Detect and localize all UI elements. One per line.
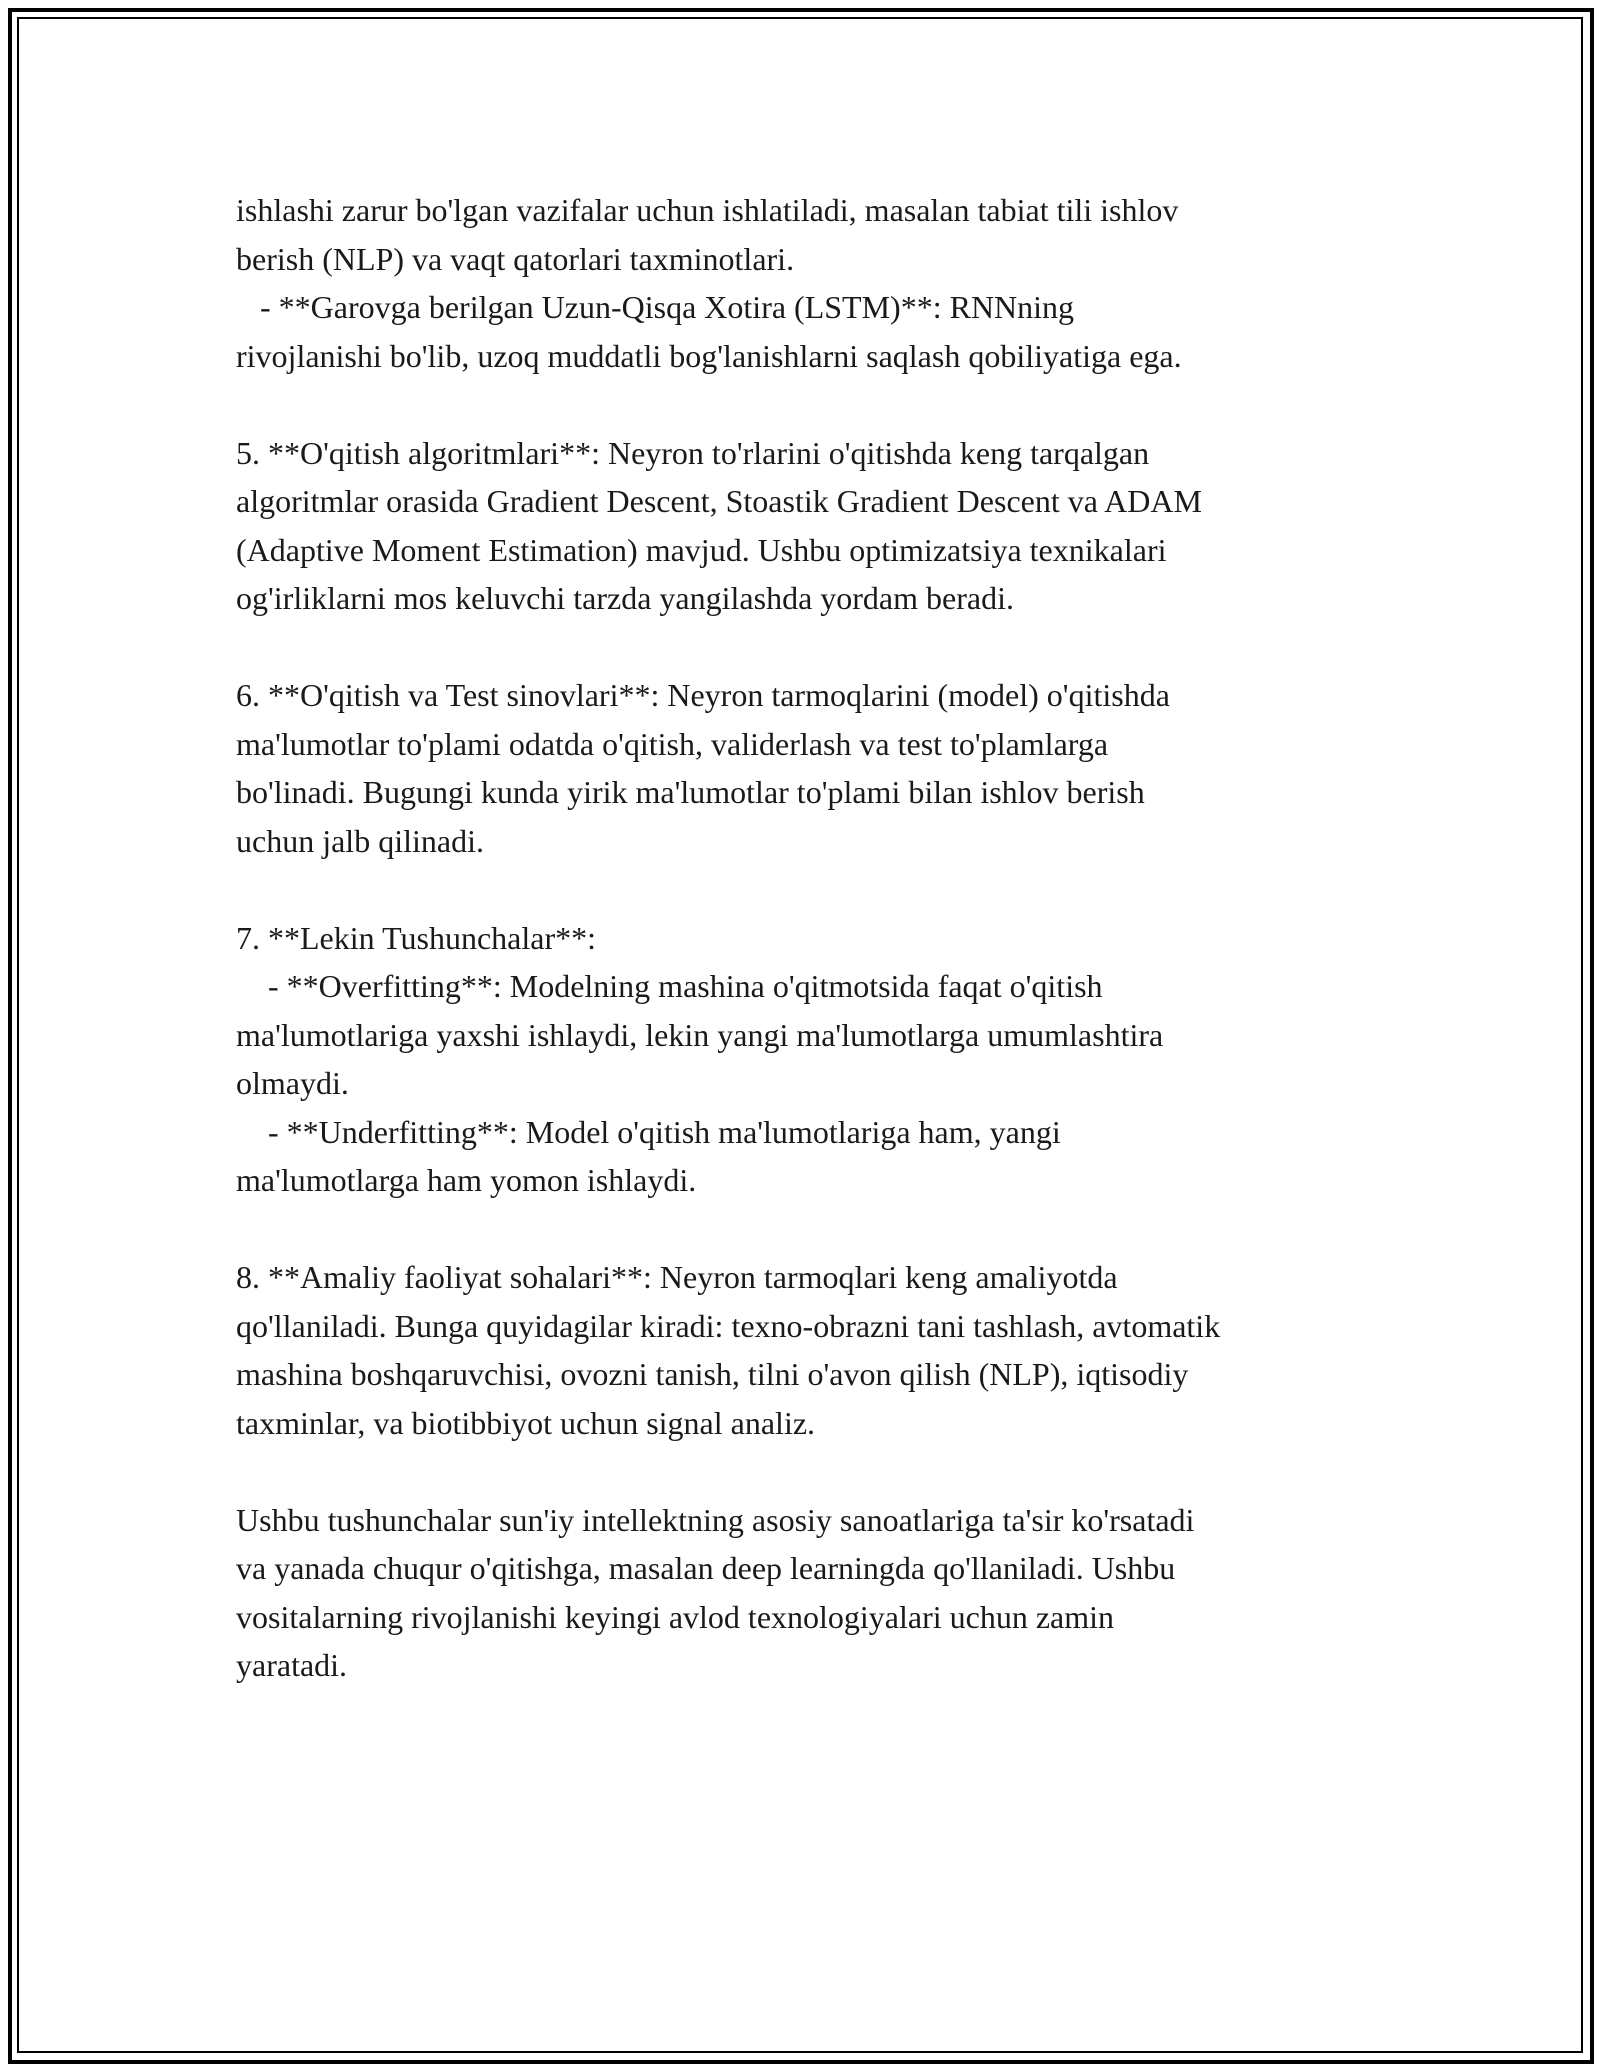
text-line: yaratadi. [236,1647,348,1683]
paragraph [236,914,1386,1205]
text-line: berish (NLP) va vaqt qatorlari taxminotlari. [236,240,795,277]
text-line: 5. **O'qitish algoritmlari**: Neyron to'rlarini o'qitishda keng tarqalgan [236,434,1150,471]
paragraph [236,671,1386,865]
text-line: 7. **Lekin Tushunchalar**: [236,919,596,956]
text-line: Ushbu tushunchalar sun'iy intellektning asosiy sanoatlariga ta'sir ko'rsatadi [236,1501,1195,1538]
paragraph-spacer [236,865,1386,914]
text-line: ma'lumotlar to'plami odatda o'qitish, validerlash va test to'plamlarga [236,725,1109,762]
paragraph [236,1496,1386,1690]
paragraph-spacer [236,380,1386,429]
paragraph [236,186,1386,380]
text-line: 6. **O'qitish va Test sinovlari**: Neyron tarmoqlarini (model) o'qitishda [236,677,1170,713]
text-line: ma'lumotlariga yaxshi ishlaydi, lekin yangi ma'lumotlarga umumlashtira [236,1016,1164,1053]
text-line: (Adaptive Moment Estimation) mavjud. Ushbu optimizatsiya texnikalari [236,531,1167,568]
text-line: 8. **Amaliy faoliyat sohalari**: Neyron tarmoqlari keng amaliyotda [236,1259,1118,1295]
paragraph-spacer [236,1205,1386,1254]
paragraph-spacer [236,623,1386,672]
text-line: algoritmlar orasida Gradient Descent, Stoastik Gradient Descent va ADAM [236,483,1202,519]
text-line: ishlashi zarur bo'lgan vazifalar uchun ishlatiladi, masalan tabiat tili ishlov [236,192,1179,228]
text-line: ma'lumotlarga ham yomon ishlaydi. [236,1162,697,1198]
text-line: olmaydi. [236,1065,349,1101]
text-line: rivojlanishi bo'lib, uzoq muddatli bog'lanishlarni saqlash qobiliyatiga ega. [236,337,1182,374]
text-line: vositalarning rivojlanishi keyingi avlod texnologiyalari uchun zamin [236,1598,1115,1635]
paragraph-spacer [236,1447,1386,1496]
text-line: uchun jalb qilinadi. [236,822,484,859]
text-line: mashina boshqaruvchisi, ovozni tanish, tilni o'avon qilish (NLP), iqtisodiy [236,1356,1189,1392]
text-line: og'irliklarni mos keluvchi tarzda yangilashda yordam beradi. [236,580,1014,616]
text-line: qo'llaniladi. Bunga quyidagilar kiradi: texno-obrazni tani tashlash, avtomatik [236,1307,1221,1344]
text-line: - **Overfitting**: Modelning mashina o'qitmotsida faqat o'qitish [236,968,1103,1004]
text-line: bo'linadi. Bugungi kunda yirik ma'lumotlar to'plami bilan ishlov berish [236,774,1145,810]
paragraph [236,429,1386,623]
text-line: - **Underfitting**: Model o'qitish ma'lumotlariga ham, yangi [236,1113,1061,1150]
text-line: taxminlar, va biotibbiyot uchun signal analiz. [236,1404,816,1441]
paragraph [236,1253,1386,1447]
document-body [236,186,1386,1690]
text-line: va yanada chuqur o'qitishga, masalan deep learningda qo'llaniladi. Ushbu [236,1550,1176,1586]
text-line: - **Garovga berilgan Uzun-Qisqa Xotira (LSTM)**: RNNning [236,289,1075,325]
